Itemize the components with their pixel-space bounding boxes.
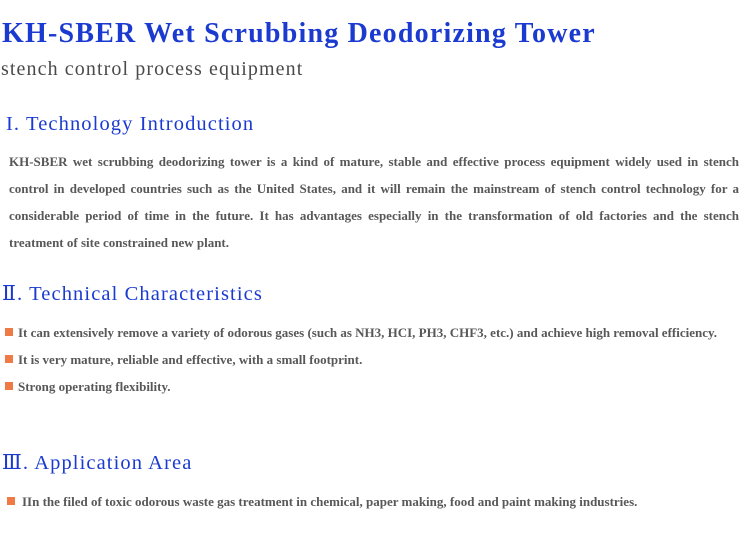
list-item-text: Strong operating flexibility. xyxy=(18,379,171,394)
square-bullet-icon xyxy=(7,497,15,505)
page-title: KH-SBER Wet Scrubbing Deodorizing Tower xyxy=(2,18,596,49)
list-item-text: IIn the filed of toxic odorous waste gas treatment in chemical, paper making, food and paint making industries. xyxy=(22,494,638,509)
list-item-text: It can extensively remove a variety of odorous gases (such as NH3, HCI, PH3, CHF3, etc.) and achieve high removal efficiency. xyxy=(18,325,718,340)
technology-introduction-paragraph: KH-SBER wet scrubbing deodorizing tower is a kind of mature, stable and effective process equipment widely used in stench control in developed countries such as the United States, and it will remain the mainstream of stench control technology for a considerable period of time in the future. It has advantages especially in the transformation of old factories and the stench treatment of site constrained new plant. xyxy=(9,154,739,250)
section-heading-application-area: Ⅲ. Application Area xyxy=(2,452,193,474)
list-item xyxy=(0,346,740,373)
application-area-list xyxy=(0,488,740,515)
technical-characteristics-list xyxy=(0,319,740,400)
list-item xyxy=(0,319,740,346)
list-item xyxy=(0,488,740,515)
page-subtitle: stench control process equipment xyxy=(1,58,304,80)
square-bullet-icon xyxy=(5,355,13,363)
list-item-text: It is very mature, reliable and effective, with a small footprint. xyxy=(18,352,363,367)
list-item xyxy=(0,373,740,400)
section-heading-technology-introduction: I. Technology Introduction xyxy=(6,113,255,135)
square-bullet-icon xyxy=(5,328,13,336)
square-bullet-icon xyxy=(5,382,13,390)
section-heading-technical-characteristics: Ⅱ. Technical Characteristics xyxy=(2,283,263,305)
